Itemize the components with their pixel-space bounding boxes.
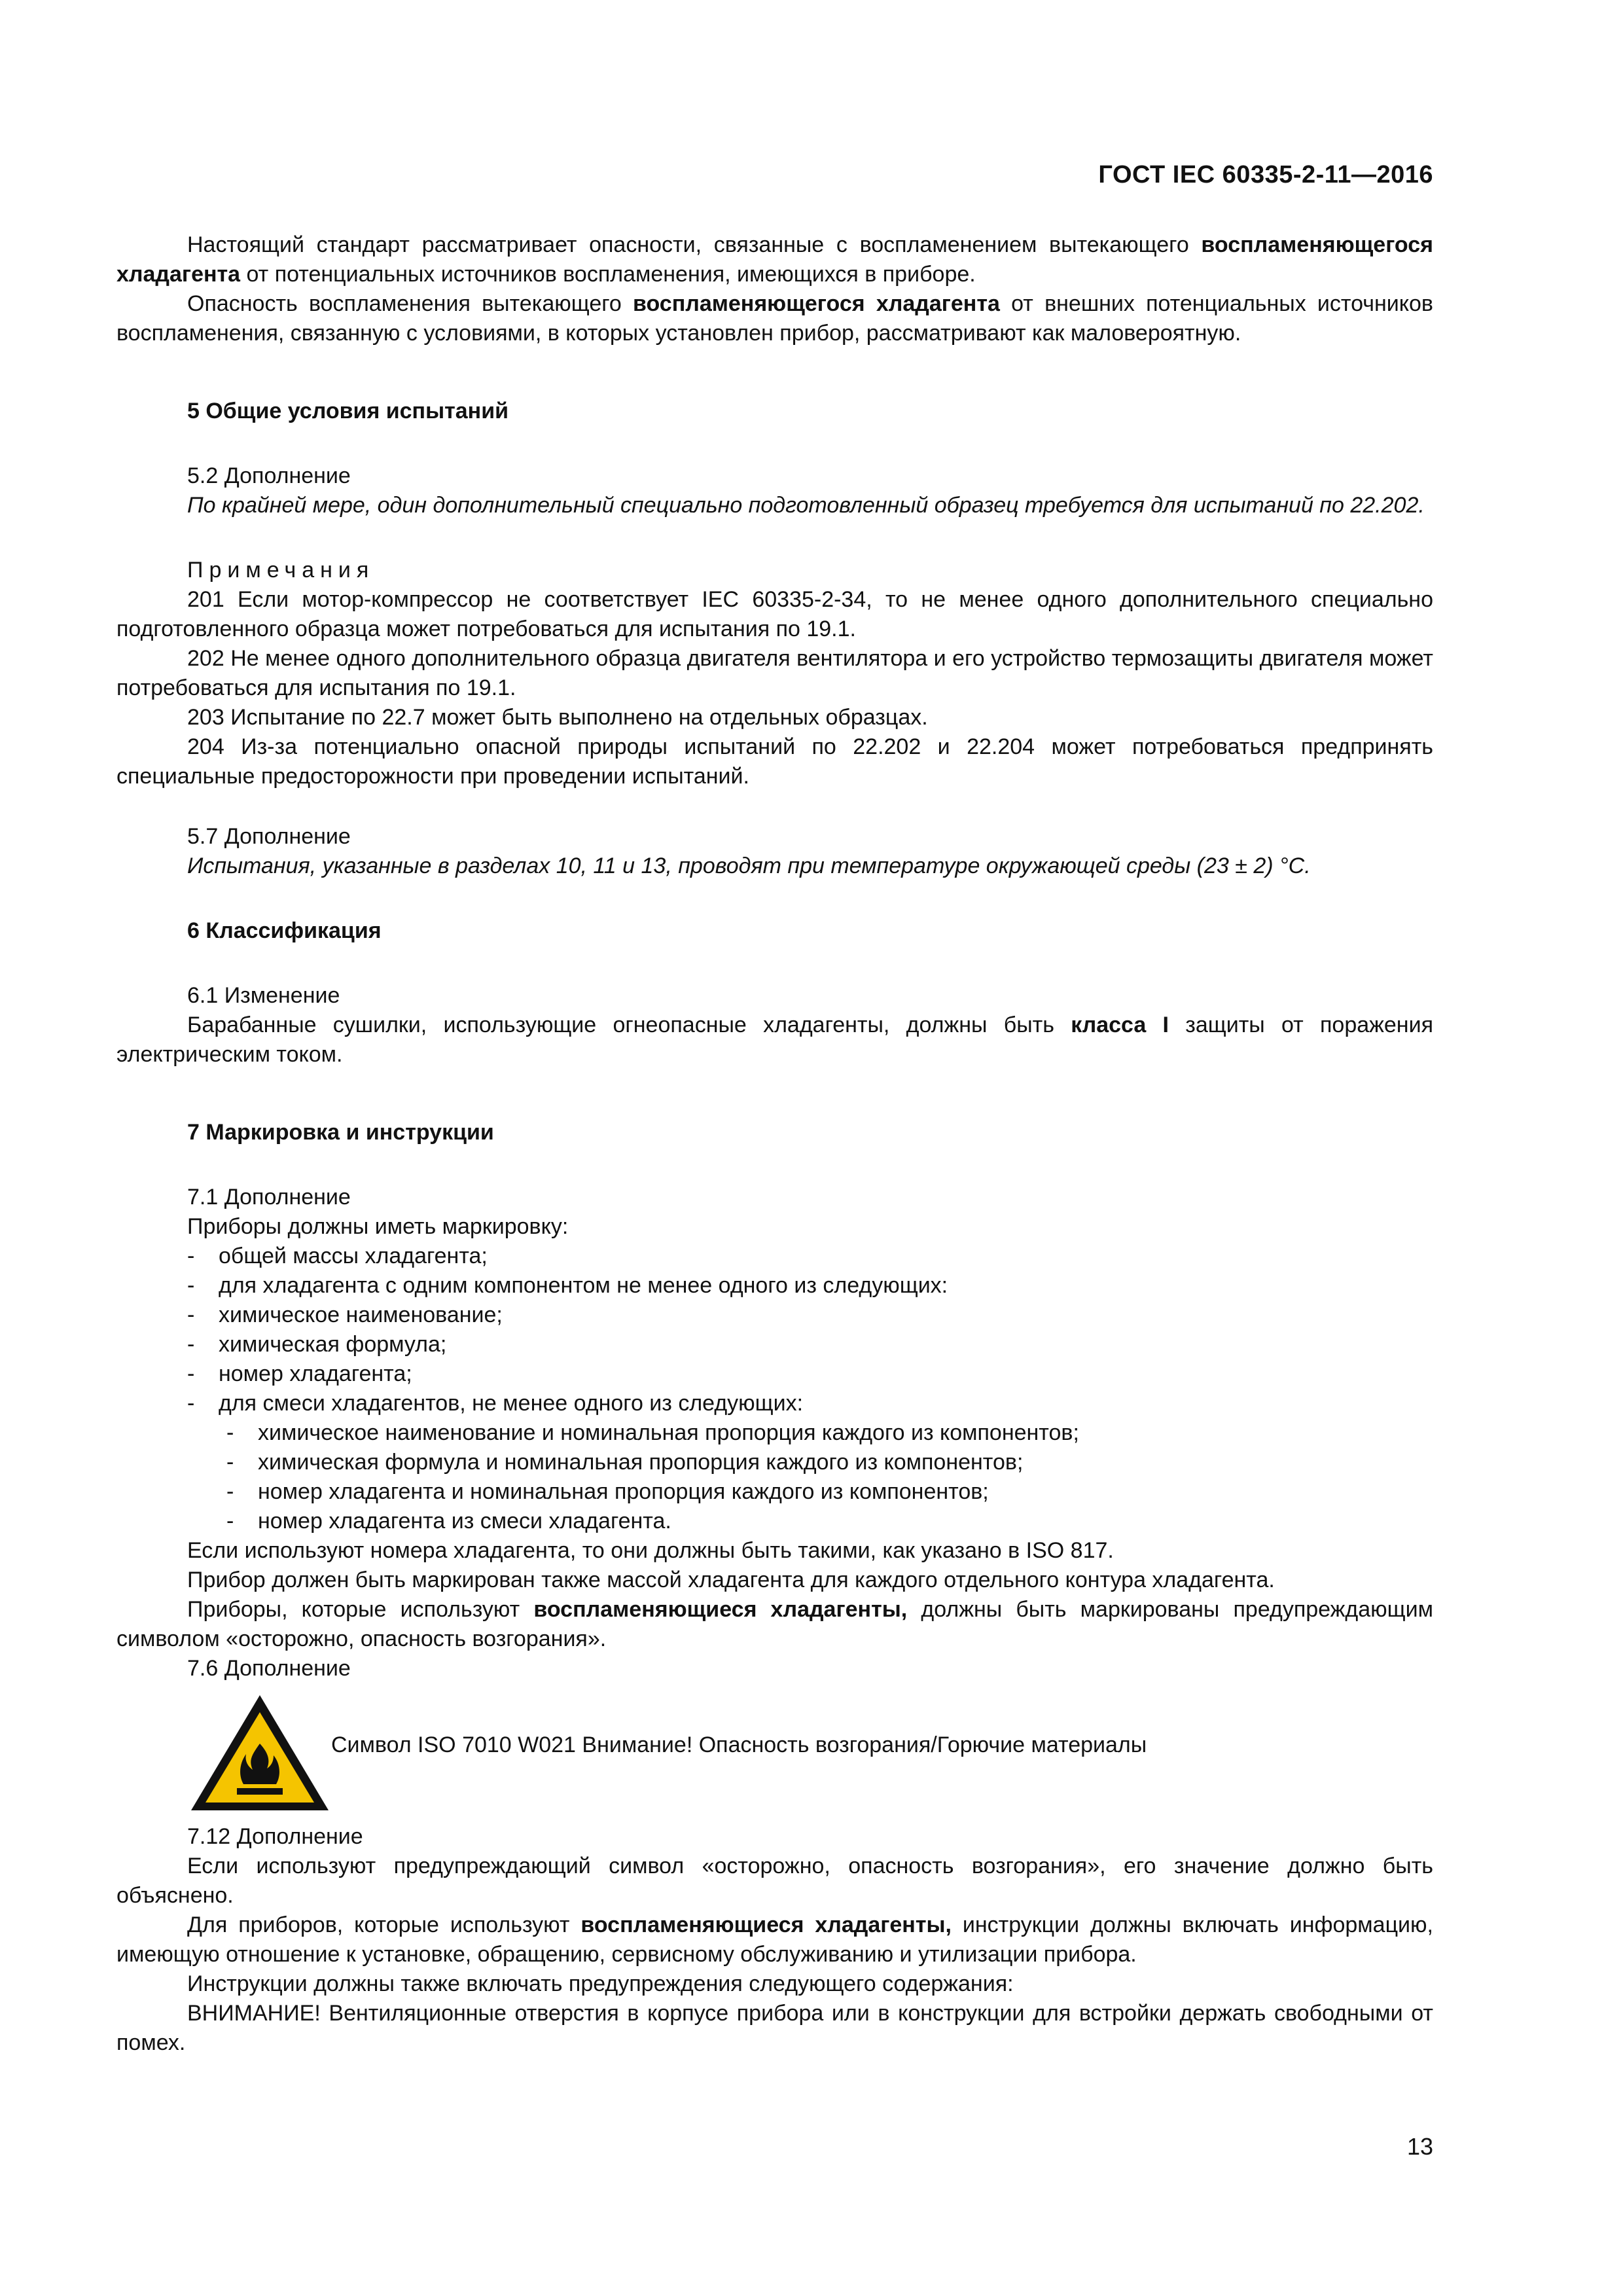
list-item-text: для хладагента с одним компонентом не менее одного из следующих: (219, 1273, 948, 1298)
list-item: - химическое наименование; (187, 1302, 503, 1327)
list-item-text: для смеси хладагентов, не менее одного из следующих: (219, 1391, 804, 1416)
list-item-text: химическая формула и номинальная пропорция каждого из компонентов; (258, 1450, 1024, 1475)
clause-7-1-intro: Приборы должны иметь маркировку: (187, 1214, 569, 1239)
sub-list-item: - химическая формула и номинальная пропорция каждого из компонентов; (226, 1450, 1024, 1475)
clause-5-7-label: 5.7 Дополнение (187, 824, 351, 849)
list-item-text: номер хладагента и номинальная пропорция каждого из компонентов; (258, 1479, 989, 1504)
document-page (116, 0, 1433, 2296)
intro-paragraph-2 (116, 289, 1433, 348)
section-5-heading: 5 Общие условия испытаний (187, 399, 509, 423)
list-item-text: общей массы хладагента; (219, 1244, 488, 1268)
clause-7-1-paragraph-3 (116, 1595, 1433, 1654)
note-202: 202 Не менее одного дополнительного образца двигателя вентилятора и его устройство термозащиты двигателя может потребоваться для испытания по 19.1. (116, 646, 1433, 700)
text-run: должны быть маркированы предупреждающим символом «осторожно, опасность возгорания». (116, 1597, 1434, 1651)
list-item: - химическая формула; (187, 1332, 447, 1357)
clause-5-2-label: 5.2 Дополнение (187, 463, 351, 488)
note-201: 201 Если мотор-компрессор не соответствует IEC 60335-2-34, то не менее одного дополнительного специально подготовленного образца может потребоваться для испытания по 19.1. (116, 587, 1433, 641)
clause-5-2-text: По крайней мере, один дополнительный специально подготовленный образец требуется для испытаний по 22.202. (187, 493, 1425, 518)
text-run: Настоящий стандарт рассматривает опасности, связанные с воспламенением вытекающего (187, 232, 1202, 257)
sub-list-item: - химическое наименование и номинальная пропорция каждого из компонентов; (226, 1420, 1079, 1445)
symbol-caption: Символ ISO 7010 W021 Внимание! Опасность возгорания/Горючие материалы (331, 1732, 1147, 1757)
list-item: - номер хладагента; (187, 1361, 412, 1386)
clause-7-12-paragraph-2 (116, 1910, 1433, 1969)
clause-7-12-paragraph-3: Инструкции должны также включать предупреждения следующего содержания: (187, 1971, 1014, 1996)
clause-7-1-paragraph-2: Прибор должен быть маркирован также массой хладагента для каждого отдельного контура хладагента. (187, 1568, 1275, 1592)
clause-5-7-text: Испытания, указанные в разделах 10, 11 и 13, проводят при температуре окружающей среды (23 ± 2) °С. (187, 853, 1311, 878)
clause-7-12-paragraph-4: ВНИМАНИЕ! Вентиляционные отверстия в корпусе прибора или в конструкции для встройки держать свободными от помех. (116, 2001, 1433, 2055)
list-item-text: химическое наименование; (219, 1302, 503, 1327)
text-run: Опасность воспламенения вытекающего (187, 291, 633, 316)
text-run: Барабанные сушилки, использующие огнеопасные хладагенты, должны быть (187, 1013, 1071, 1037)
document-body (116, 230, 1433, 2058)
clause-7-1-label: 7.1 Дополнение (187, 1185, 351, 1210)
list-item-text: номер хладагента из смеси хладагента. (258, 1509, 671, 1534)
note-203: 203 Испытание по 22.7 может быть выполнено на отдельных образцах. (187, 705, 928, 730)
section-7-heading: 7 Маркировка и инструкции (187, 1120, 494, 1145)
list-item: - для смеси хладагентов, не менее одного из следующих: (187, 1391, 804, 1416)
list-item: - общей массы хладагента; (187, 1244, 488, 1268)
list-item-text: номер хладагента; (219, 1361, 412, 1386)
list-item: - для хладагента с одним компонентом не менее одного из следующих: (187, 1273, 948, 1298)
clause-7-12-label: 7.12 Дополнение (187, 1824, 363, 1849)
text-run: от внешних потенциальных источников воспламенения, связанную с условиями, в которых установлен прибор, рассматривают как маловероятную. (116, 291, 1433, 346)
text-run: Приборы, которые используют (187, 1597, 534, 1622)
text-run: защиты от поражения электрическим током. (116, 1013, 1433, 1067)
clause-7-1-paragraph-1: Если используют номера хладагента, то они должны быть такими, как указано в ISO 817. (187, 1538, 1114, 1563)
clause-6-1-text (116, 1011, 1433, 1069)
flammable-warning-icon (188, 1693, 331, 1813)
sub-list-item: - номер хладагента из смеси хладагента. (226, 1509, 671, 1534)
note-204: 204 Из-за потенциально опасной природы испытаний по 22.202 и 22.204 может потребоваться предпринять специальные предосторожности при проведении испытаний. (116, 734, 1433, 789)
clause-7-6-label: 7.6 Дополнение (187, 1656, 351, 1681)
document-id-header: ГОСТ IEC 60335-2-11—2016 (1098, 161, 1433, 188)
term-bold: воспламеняющегося хладагента (633, 291, 1000, 316)
text-run: от потенциальных источников воспламенения, имеющихся в приборе. (240, 262, 976, 287)
term-bold: класса I (1071, 1013, 1169, 1037)
term-bold: воспламеняющиеся хладагенты, (580, 1912, 952, 1937)
notes-title: Примечания (187, 558, 375, 583)
list-item-text: химическое наименование и номинальная пропорция каждого из компонентов; (258, 1420, 1079, 1445)
clause-6-1-label: 6.1 Изменение (187, 983, 340, 1008)
warning-symbol-row (116, 1693, 1433, 1817)
term-bold: воспламеняющегося хладагента (116, 232, 1433, 287)
clause-7-12-paragraph-1: Если используют предупреждающий символ «осторожно, опасность возгорания», его значение должно быть объяснено. (116, 1854, 1433, 1908)
list-item-text: химическая формула; (219, 1332, 447, 1357)
section-6-heading: 6 Классификация (187, 918, 382, 943)
term-bold: воспламеняющиеся хладагенты, (533, 1597, 908, 1622)
text-run: Для приборов, которые используют (187, 1912, 581, 1937)
page-number: 13 (1406, 2133, 1433, 2160)
text-run: инструкции должны включать информацию, имеющую отношение к установке, обращению, сервисному обслуживанию и утилизации прибора. (116, 1912, 1433, 1967)
sub-list-item: - номер хладагента и номинальная пропорция каждого из компонентов; (226, 1479, 989, 1504)
intro-paragraph-1 (116, 230, 1433, 289)
